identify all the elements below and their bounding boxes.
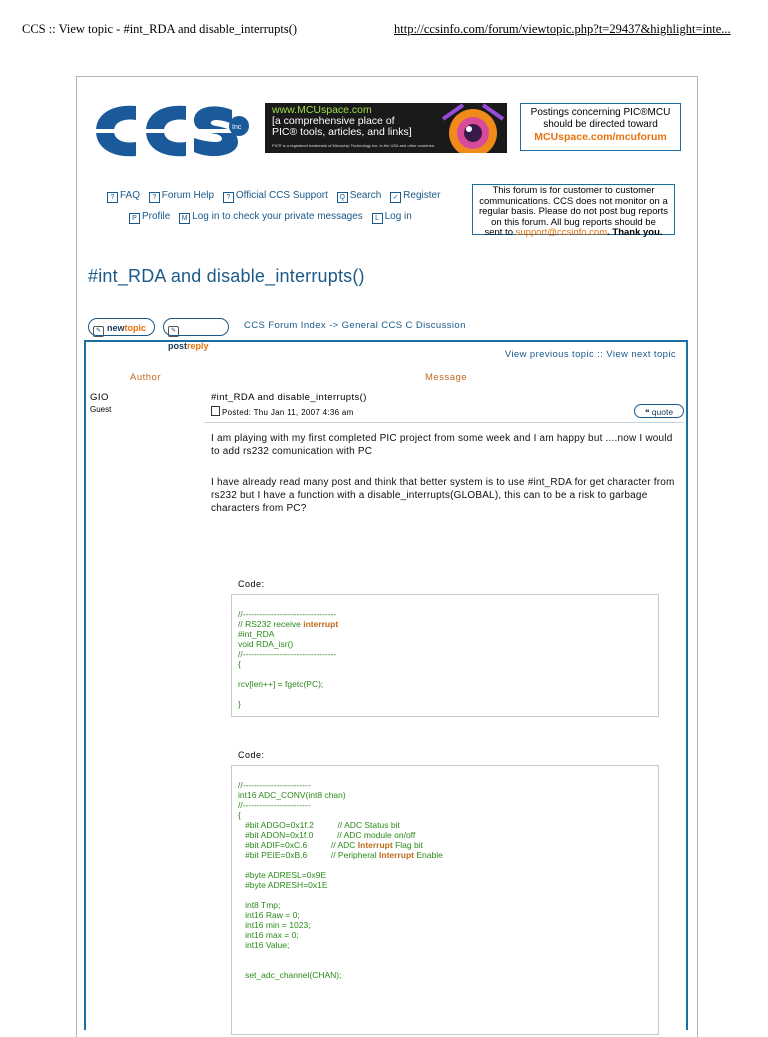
- ccs-logo[interactable]: [92, 96, 254, 166]
- svg-text:Inc: Inc: [232, 124, 242, 131]
- login-icon: L: [372, 213, 383, 224]
- view-topic-links[interactable]: View previous topic :: View next topic: [504, 349, 676, 360]
- post-paragraph-2: I have already read many post and think that better system is to use #int_RDA for get character from rs232 but I have a function with a disable_interrupts(GLOBAL), this can to be a risk to garbage characters from PC?: [211, 477, 675, 514]
- nav-login[interactable]: L Log in: [372, 211, 412, 222]
- quote-button[interactable]: ❝ quote: [634, 404, 684, 418]
- code-label-2: Code:: [238, 750, 265, 760]
- pencil-icon: ✎: [93, 326, 104, 337]
- nav-row-2: [129, 211, 418, 224]
- banner-line-1: www.MCUspace.com: [272, 104, 372, 116]
- help-icon: ?: [149, 192, 160, 203]
- nav-private-messages[interactable]: M Log in to check your private messages: [179, 211, 363, 222]
- post-author-role: Guest: [90, 405, 112, 414]
- message-icon: M: [179, 213, 190, 224]
- print-page-title: CCS :: View topic - #int_RDA and disable_interrupts(): [22, 22, 298, 36]
- postings-line-2: should be directed toward: [543, 119, 658, 130]
- postings-notice-box: [520, 103, 681, 151]
- robot-eye-icon: [433, 103, 507, 153]
- post-divider: [204, 422, 684, 423]
- postings-line-1: Postings concerning PIC®MCU: [530, 107, 671, 118]
- post-icon: [211, 406, 220, 416]
- nav-row-1: [107, 190, 446, 203]
- banner-line-3: PIC® tools, articles, and links]: [272, 126, 412, 138]
- search-icon: Q: [337, 192, 348, 203]
- nav-register[interactable]: ✓ Register: [390, 190, 440, 201]
- print-page-url[interactable]: http://ccsinfo.com/forum/viewtopic.php?t=29437&highlight=inte...: [394, 22, 731, 36]
- topic-title[interactable]: #int_RDA and disable_interrupts(): [88, 266, 365, 286]
- message-column-header: Message: [425, 372, 468, 383]
- mcuspace-banner[interactable]: [265, 103, 507, 153]
- quote-icon: ❝: [644, 407, 652, 417]
- nav-profile[interactable]: P Profile: [129, 211, 170, 222]
- nav-search[interactable]: Q Search: [337, 190, 382, 201]
- help-icon: ?: [107, 192, 118, 203]
- help-icon: ?: [223, 192, 234, 203]
- post-author-name: GIO: [90, 392, 109, 403]
- nav-forum-help[interactable]: ? Forum Help: [149, 190, 214, 201]
- banner-trademark: PIC® is a registered trademark of Microchip Technology Inc. in the USA and other countries.: [272, 143, 435, 148]
- pencil-icon: ✎: [168, 326, 179, 337]
- nav-faq[interactable]: ? FAQ: [107, 190, 140, 201]
- post-paragraph-1: I am playing with my first completed PIC project from some week and I am happy but ....now I would to add rs232 comunication with PC: [211, 433, 673, 457]
- print-header: [22, 22, 746, 40]
- profile-icon: P: [129, 213, 140, 224]
- nav-official-support[interactable]: ? Official CCS Support: [223, 190, 328, 201]
- code-label-1: Code:: [238, 579, 265, 589]
- post-subject: #int_RDA and disable_interrupts(): [211, 392, 367, 403]
- author-column-header: Author: [130, 372, 161, 383]
- register-icon: ✓: [390, 192, 401, 203]
- support-email-link[interactable]: support@ccsinfo.com: [515, 227, 608, 238]
- forum-notice-box: This forum is for customer to customer communications. CCS does not monitor on a regular basis. Please do not post bug reports on this forum. All bug reports should be sent to support@ccsinfo.com. Thank you.: [472, 184, 675, 235]
- post-reply-button[interactable]: ✎postreply: [163, 318, 229, 336]
- post-date: Posted: Thu Jan 11, 2007 4:36 am: [211, 406, 354, 417]
- new-topic-button[interactable]: ✎ newtopic: [88, 318, 155, 336]
- banner-line-2: [a comprehensive place of: [272, 115, 395, 127]
- code-block-1: //--------------------------------- // RS232 receive interrupt #int_RDA void RDA_isr() //--------------------------------- { rcv[len++] = fgetc(PC); }: [231, 594, 659, 717]
- code-block-2: //------------------------ int16 ADC_CONV(int8 chan) //------------------------ { #bit ADGO=0x1f.2 // ADC Status bit #bit ADON=0x1f.0 // ADC module on/off #bit ADIF=0xC.6 // ADC Interrupt Flag bit #bit PEIE=0xB.6 // Peripheral Interrupt Enable #byte ADRESL=0x9E #byte ADRESH=0x1E int8 Tmp; int16 Raw = 0; int16 min = 1023; int16 max = 0; int16 Value; set_adc_channel(CHAN);: [231, 765, 659, 1035]
- breadcrumb[interactable]: CCS Forum Index -> General CCS C Discussion: [244, 320, 466, 331]
- mcuforum-link[interactable]: MCUspace.com/mcuforum: [534, 131, 667, 143]
